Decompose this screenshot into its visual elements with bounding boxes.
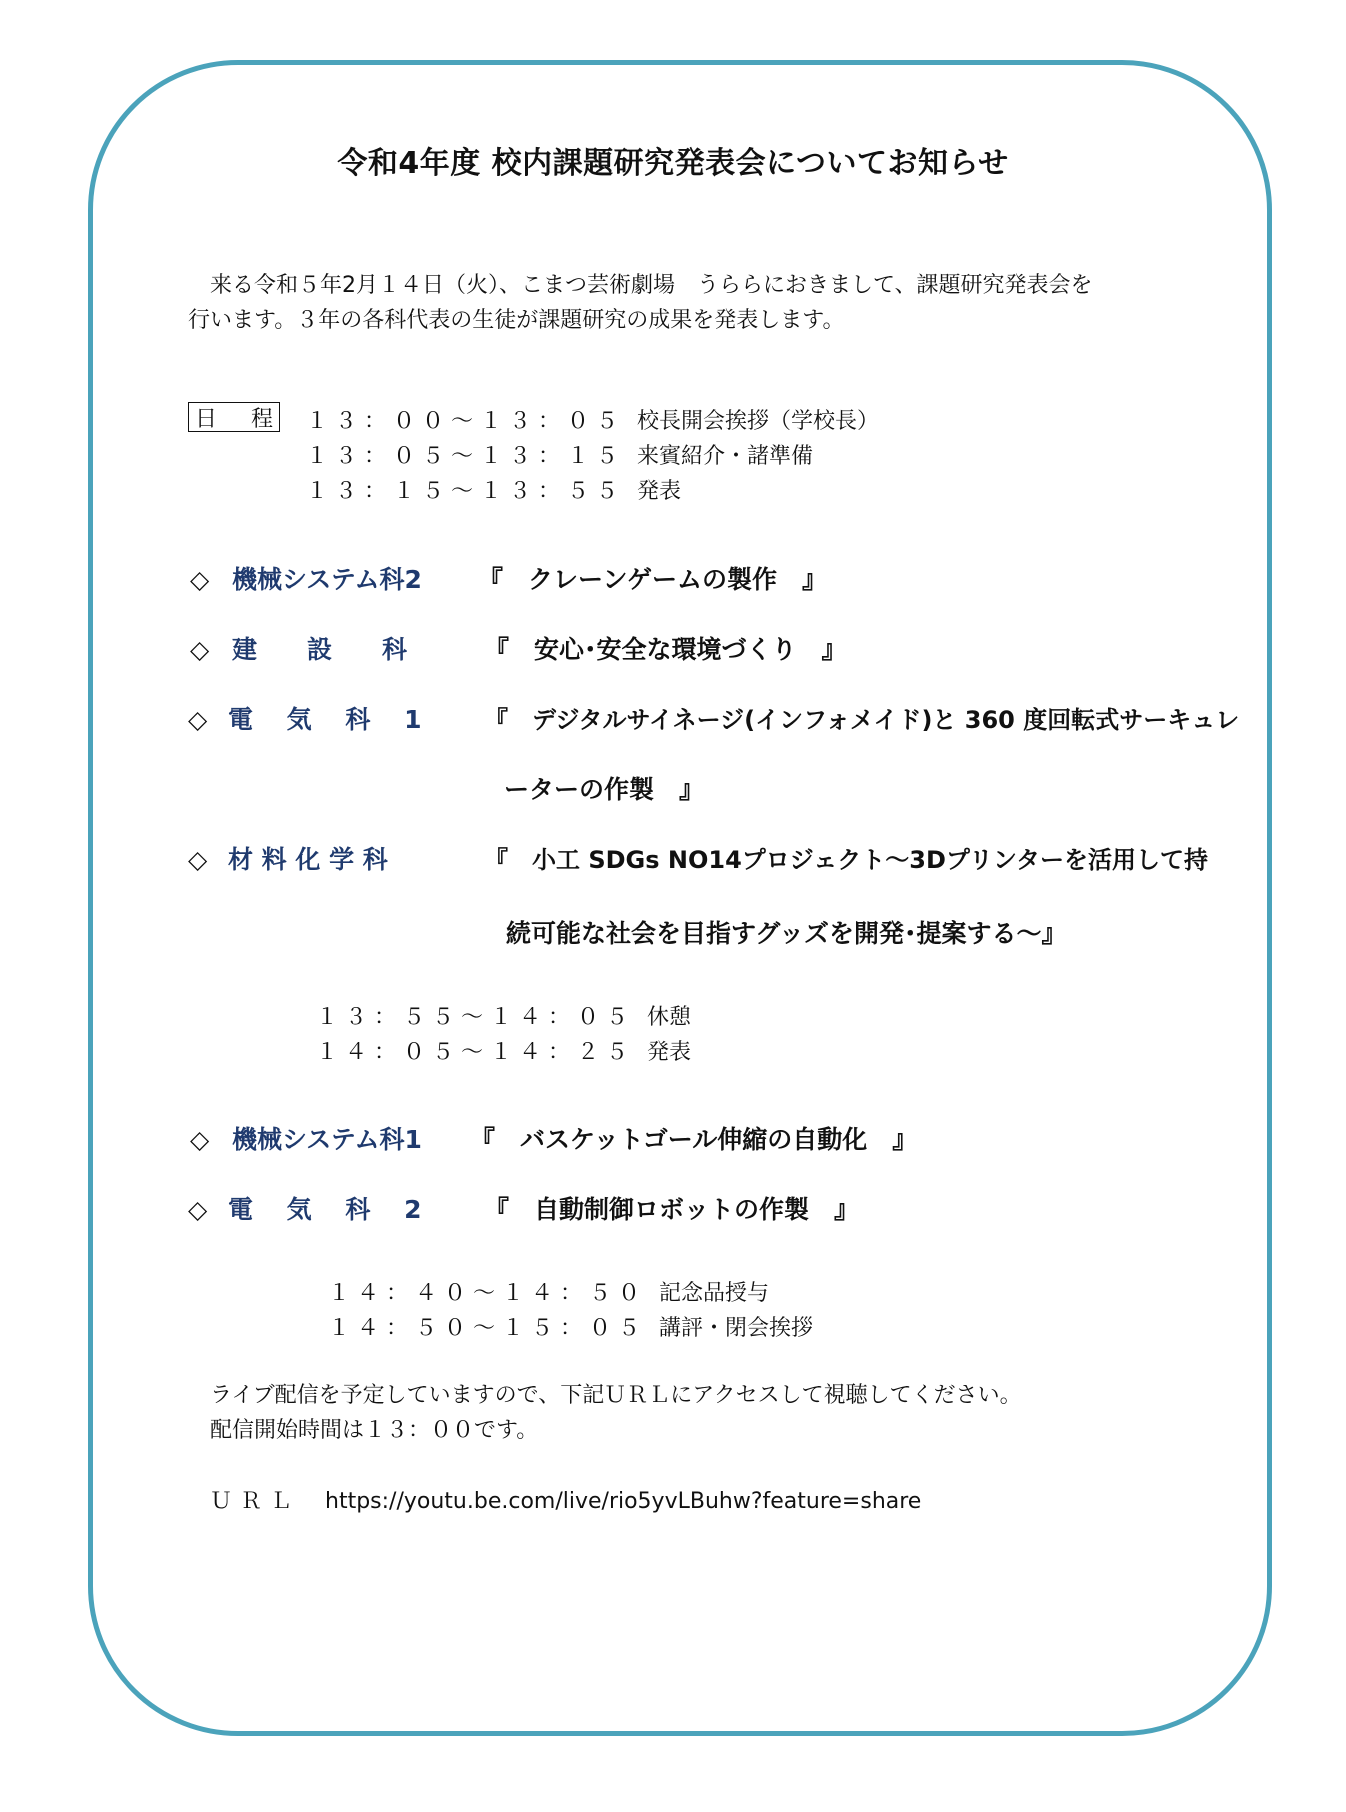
diamond-icon: ◇	[188, 1195, 208, 1224]
schedule-desc: 休憩	[647, 1005, 692, 1030]
diamond-icon: ◇	[188, 845, 208, 874]
presentation-title: 『 小工 SDGs NO14プロジェクト～3Dプリンターを活用して持	[484, 846, 1209, 874]
presentation-item	[190, 1120, 422, 1156]
intro-line-1: 来る令和５年2月１４日（火）、こまつ芸術劇場 うららにおきまして、課題研究発表会を	[210, 273, 1093, 298]
department-name: 材 料 化 学 科	[227, 845, 388, 874]
presentation-title: 『 クレーンゲームの製作 』	[478, 565, 828, 594]
schedule-time: １４：４０～１４：５０	[328, 1281, 648, 1306]
schedule-label-box	[188, 402, 280, 432]
presentation-title: 『 バスケットゴール伸縮の自動化 』	[470, 1125, 918, 1154]
schedule-time: １３：５５～１４：０５	[316, 1005, 636, 1030]
schedule-time: １４：０５～１４：２５	[316, 1040, 636, 1065]
schedule-time: １４：５０～１５：０５	[328, 1316, 648, 1341]
presentation-item	[188, 840, 388, 876]
schedule-row	[306, 404, 879, 435]
schedule-desc: 校長開会挨拶（学校長）	[637, 409, 880, 434]
department-name: 電 気 科 2	[227, 1195, 422, 1224]
intro-line-2: 行います。３年の各科代表の生徒が課題研究の成果を発表します。	[188, 308, 845, 333]
department-name: 建 設 科	[231, 635, 407, 664]
schedule-row	[328, 1311, 813, 1342]
schedule-desc: 発表	[637, 479, 682, 504]
diamond-icon: ◇	[190, 565, 210, 594]
schedule-row	[328, 1276, 769, 1307]
presentation-title-continued: ーターの作製 』	[504, 775, 705, 804]
stream-url-link[interactable]: https://youtu.be.com/live/rio5yvLBuhw?feature=share	[325, 1489, 922, 1514]
diamond-icon: ◇	[188, 705, 208, 734]
presentation-title: 『 デジタルサイネージ(インフォメイド)と 360 度回転式サーキュレ	[484, 706, 1240, 734]
schedule-time: １３：０５～１３：１５	[306, 444, 626, 469]
presentation-title-continued: 続可能な社会を目指すグッズを開発･提案する～』	[506, 919, 1067, 948]
schedule-row	[306, 474, 681, 505]
url-label: ＵＲＬ	[210, 1489, 301, 1514]
presentation-item	[188, 1190, 421, 1226]
schedule-row	[316, 1000, 691, 1031]
info-line-1: ライブ配信を予定していますので、下記ＵＲＬにアクセスして視聴してください。	[210, 1383, 1022, 1408]
diamond-icon: ◇	[190, 635, 210, 664]
schedule-label-b: 程	[250, 406, 273, 432]
schedule-desc: 講評・閉会挨拶	[659, 1316, 814, 1341]
schedule-time: １３：１５～１３：５５	[306, 479, 626, 504]
presentation-item	[188, 700, 421, 736]
schedule-desc: 来賓紹介・諸準備	[637, 444, 814, 469]
presentation-item	[190, 560, 422, 596]
presentation-title: 『 安心･安全な環境づくり 』	[484, 635, 847, 664]
department-name: 機械システム科1	[231, 1125, 422, 1154]
schedule-label-a: 日	[195, 406, 218, 432]
diamond-icon: ◇	[190, 1125, 210, 1154]
schedule-time: １３：００～１３：０５	[306, 409, 626, 434]
presentation-title: 『 自動制御ロボットの作製 』	[484, 1195, 860, 1224]
schedule-desc: 発表	[647, 1040, 692, 1065]
department-name: 電 気 科 1	[227, 705, 422, 734]
schedule-desc: 記念品授与	[659, 1281, 770, 1306]
department-name: 機械システム科2	[231, 565, 422, 594]
info-line-2: 配信開始時間は１３：００です。	[210, 1418, 539, 1443]
presentation-item	[190, 630, 407, 666]
url-row	[210, 1484, 921, 1515]
page-title: 令和4年度 校内課題研究発表会についてお知らせ	[337, 146, 1009, 181]
schedule-row	[306, 439, 813, 470]
schedule-row	[316, 1035, 691, 1066]
